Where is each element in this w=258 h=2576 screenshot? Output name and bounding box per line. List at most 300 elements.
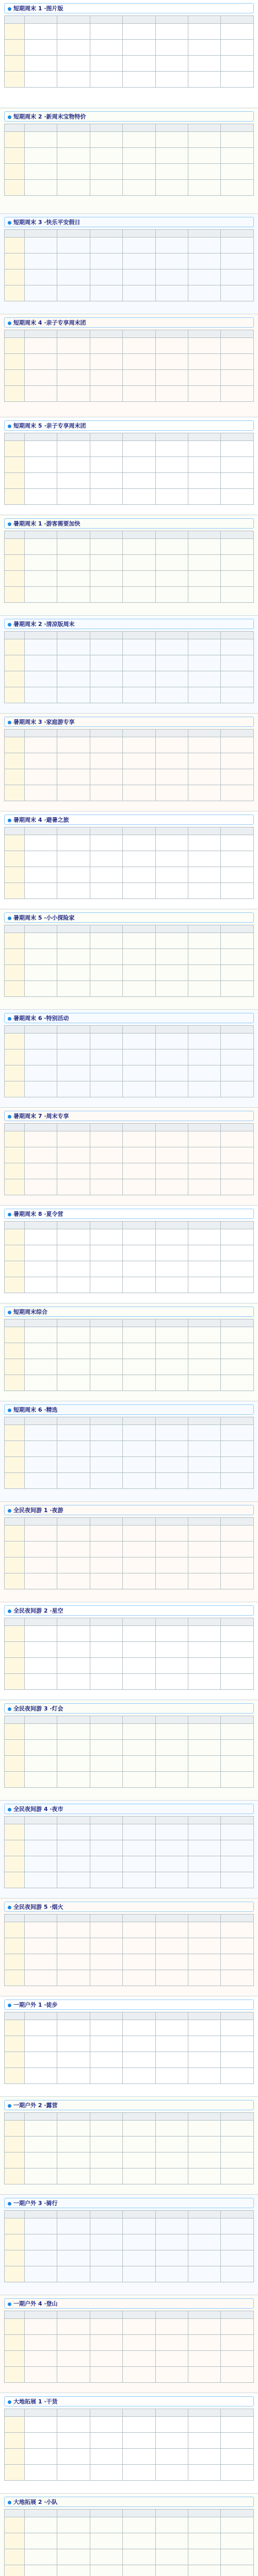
schedule-cell[interactable] — [188, 1163, 220, 1179]
schedule-cell[interactable] — [57, 1343, 90, 1359]
schedule-cell[interactable] — [188, 2218, 220, 2234]
schedule-cell[interactable] — [24, 1441, 57, 1457]
schedule-cell[interactable] — [155, 1724, 188, 1740]
schedule-cell[interactable] — [188, 1081, 220, 1097]
schedule-cell[interactable] — [90, 386, 122, 402]
schedule-cell[interactable] — [123, 1840, 155, 1856]
schedule-cell[interactable] — [221, 655, 254, 671]
schedule-cell[interactable] — [123, 655, 155, 671]
schedule-cell[interactable] — [90, 2335, 122, 2351]
schedule-cell[interactable] — [221, 1526, 254, 1541]
schedule-cell[interactable] — [155, 1327, 188, 1343]
schedule-cell[interactable] — [90, 1922, 122, 1938]
schedule-cell[interactable] — [24, 1245, 57, 1261]
schedule-cell[interactable] — [188, 1179, 220, 1195]
schedule-cell[interactable] — [24, 2517, 57, 2533]
schedule-cell[interactable] — [188, 2168, 220, 2184]
schedule-cell[interactable] — [123, 56, 155, 72]
schedule-cell[interactable] — [188, 56, 220, 72]
schedule-cell[interactable] — [221, 56, 254, 72]
schedule-cell[interactable] — [90, 769, 122, 785]
schedule-cell[interactable] — [155, 2153, 188, 2168]
schedule-cell[interactable] — [188, 2036, 220, 2052]
schedule-cell[interactable] — [155, 386, 188, 402]
schedule-cell[interactable] — [221, 851, 254, 867]
schedule-cell[interactable] — [24, 2218, 57, 2234]
schedule-cell[interactable] — [221, 180, 254, 196]
schedule-cell[interactable] — [123, 148, 155, 164]
schedule-cell[interactable] — [155, 2234, 188, 2250]
schedule-cell[interactable] — [24, 1375, 57, 1391]
schedule-cell[interactable] — [155, 1772, 188, 1788]
schedule-cell[interactable] — [24, 2433, 57, 2449]
schedule-cell[interactable] — [24, 1922, 57, 1938]
schedule-cell[interactable] — [188, 164, 220, 180]
schedule-cell[interactable] — [188, 2449, 220, 2465]
schedule-cell[interactable] — [155, 180, 188, 196]
schedule-cell[interactable] — [90, 2367, 122, 2383]
schedule-cell[interactable] — [24, 1277, 57, 1293]
schedule-cell[interactable] — [221, 785, 254, 801]
schedule-cell[interactable] — [155, 164, 188, 180]
schedule-cell[interactable] — [155, 851, 188, 867]
schedule-cell[interactable] — [57, 737, 90, 753]
schedule-cell[interactable] — [123, 769, 155, 785]
schedule-cell[interactable] — [57, 1179, 90, 1195]
schedule-cell[interactable] — [90, 354, 122, 370]
schedule-cell[interactable] — [188, 1954, 220, 1970]
schedule-cell[interactable] — [221, 671, 254, 687]
schedule-cell[interactable] — [123, 1131, 155, 1147]
schedule-cell[interactable] — [57, 587, 90, 603]
schedule-cell[interactable] — [123, 1922, 155, 1938]
schedule-cell[interactable] — [123, 1756, 155, 1772]
schedule-cell[interactable] — [221, 2153, 254, 2168]
schedule-cell[interactable] — [123, 132, 155, 148]
schedule-cell[interactable] — [90, 1457, 122, 1473]
schedule-cell[interactable] — [57, 72, 90, 88]
schedule-cell[interactable] — [90, 2351, 122, 2367]
schedule-cell[interactable] — [24, 2153, 57, 2168]
schedule-cell[interactable] — [24, 1557, 57, 1573]
schedule-cell[interactable] — [123, 539, 155, 555]
schedule-cell[interactable] — [57, 1626, 90, 1642]
schedule-cell[interactable] — [188, 2234, 220, 2250]
schedule-cell[interactable] — [188, 1970, 220, 1986]
schedule-cell[interactable] — [155, 24, 188, 40]
schedule-cell[interactable] — [57, 2335, 90, 2351]
schedule-cell[interactable] — [123, 1163, 155, 1179]
schedule-cell[interactable] — [221, 1261, 254, 1277]
schedule-cell[interactable] — [123, 1441, 155, 1457]
schedule-cell[interactable] — [57, 1938, 90, 1954]
schedule-cell[interactable] — [123, 835, 155, 851]
schedule-cell[interactable] — [221, 1473, 254, 1489]
schedule-cell[interactable] — [188, 489, 220, 505]
schedule-cell[interactable] — [188, 1658, 220, 1674]
schedule-cell[interactable] — [57, 1541, 90, 1557]
schedule-cell[interactable] — [57, 933, 90, 949]
schedule-cell[interactable] — [57, 2068, 90, 2084]
schedule-cell[interactable] — [188, 1938, 220, 1954]
schedule-cell[interactable] — [24, 1049, 57, 1065]
schedule-cell[interactable] — [221, 1147, 254, 1163]
schedule-cell[interactable] — [90, 253, 122, 269]
schedule-cell[interactable] — [57, 2234, 90, 2250]
schedule-cell[interactable] — [57, 2250, 90, 2266]
schedule-cell[interactable] — [123, 2417, 155, 2433]
schedule-cell[interactable] — [123, 2020, 155, 2036]
schedule-cell[interactable] — [57, 687, 90, 703]
schedule-cell[interactable] — [123, 2565, 155, 2576]
schedule-cell[interactable] — [188, 2052, 220, 2068]
schedule-cell[interactable] — [90, 148, 122, 164]
schedule-cell[interactable] — [24, 24, 57, 40]
schedule-cell[interactable] — [57, 489, 90, 505]
schedule-cell[interactable] — [24, 180, 57, 196]
schedule-cell[interactable] — [90, 2549, 122, 2565]
schedule-cell[interactable] — [57, 269, 90, 285]
schedule-cell[interactable] — [188, 1245, 220, 1261]
schedule-cell[interactable] — [24, 1658, 57, 1674]
schedule-cell[interactable] — [155, 2565, 188, 2576]
schedule-cell[interactable] — [123, 2517, 155, 2533]
schedule-cell[interactable] — [123, 1457, 155, 1473]
schedule-cell[interactable] — [24, 1065, 57, 1081]
schedule-cell[interactable] — [90, 2433, 122, 2449]
schedule-cell[interactable] — [155, 2250, 188, 2266]
schedule-cell[interactable] — [90, 539, 122, 555]
schedule-cell[interactable] — [155, 1425, 188, 1441]
schedule-cell[interactable] — [188, 785, 220, 801]
schedule-cell[interactable] — [221, 2367, 254, 2383]
schedule-cell[interactable] — [24, 1526, 57, 1541]
schedule-cell[interactable] — [24, 587, 57, 603]
schedule-cell[interactable] — [221, 2433, 254, 2449]
schedule-cell[interactable] — [90, 1375, 122, 1391]
schedule-cell[interactable] — [123, 285, 155, 301]
schedule-cell[interactable] — [57, 370, 90, 386]
schedule-cell[interactable] — [57, 2052, 90, 2068]
schedule-cell[interactable] — [123, 2052, 155, 2068]
schedule-cell[interactable] — [57, 851, 90, 867]
schedule-cell[interactable] — [188, 24, 220, 40]
schedule-cell[interactable] — [24, 72, 57, 88]
schedule-cell[interactable] — [155, 253, 188, 269]
schedule-cell[interactable] — [188, 587, 220, 603]
schedule-cell[interactable] — [123, 1658, 155, 1674]
schedule-cell[interactable] — [221, 2465, 254, 2481]
schedule-cell[interactable] — [57, 1756, 90, 1772]
schedule-cell[interactable] — [155, 2335, 188, 2351]
schedule-cell[interactable] — [90, 785, 122, 801]
schedule-cell[interactable] — [24, 769, 57, 785]
schedule-cell[interactable] — [57, 753, 90, 769]
schedule-cell[interactable] — [90, 1658, 122, 1674]
schedule-cell[interactable] — [188, 769, 220, 785]
schedule-cell[interactable] — [57, 238, 90, 253]
schedule-cell[interactable] — [221, 1033, 254, 1049]
schedule-cell[interactable] — [90, 1938, 122, 1954]
schedule-cell[interactable] — [123, 2266, 155, 2282]
schedule-cell[interactable] — [155, 769, 188, 785]
schedule-cell[interactable] — [155, 965, 188, 981]
schedule-cell[interactable] — [57, 639, 90, 655]
schedule-cell[interactable] — [221, 1772, 254, 1788]
schedule-cell[interactable] — [90, 1277, 122, 1293]
schedule-cell[interactable] — [155, 753, 188, 769]
schedule-cell[interactable] — [221, 285, 254, 301]
schedule-cell[interactable] — [155, 1626, 188, 1642]
schedule-cell[interactable] — [221, 1872, 254, 1888]
schedule-cell[interactable] — [123, 2465, 155, 2481]
schedule-cell[interactable] — [90, 269, 122, 285]
schedule-cell[interactable] — [221, 2168, 254, 2184]
schedule-cell[interactable] — [123, 2449, 155, 2465]
schedule-cell[interactable] — [221, 555, 254, 571]
schedule-cell[interactable] — [188, 2565, 220, 2576]
schedule-cell[interactable] — [123, 269, 155, 285]
schedule-cell[interactable] — [188, 285, 220, 301]
schedule-cell[interactable] — [188, 1457, 220, 1473]
schedule-cell[interactable] — [57, 2367, 90, 2383]
schedule-cell[interactable] — [123, 2367, 155, 2383]
schedule-cell[interactable] — [188, 386, 220, 402]
schedule-cell[interactable] — [90, 1557, 122, 1573]
schedule-cell[interactable] — [24, 285, 57, 301]
schedule-cell[interactable] — [123, 473, 155, 489]
schedule-cell[interactable] — [24, 1179, 57, 1195]
schedule-cell[interactable] — [57, 2465, 90, 2481]
schedule-cell[interactable] — [123, 949, 155, 965]
schedule-cell[interactable] — [24, 1626, 57, 1642]
schedule-cell[interactable] — [57, 539, 90, 555]
schedule-cell[interactable] — [90, 2234, 122, 2250]
schedule-cell[interactable] — [90, 338, 122, 354]
schedule-cell[interactable] — [155, 2417, 188, 2433]
schedule-cell[interactable] — [123, 164, 155, 180]
schedule-cell[interactable] — [155, 1359, 188, 1375]
schedule-cell[interactable] — [123, 1033, 155, 1049]
schedule-cell[interactable] — [155, 1065, 188, 1081]
schedule-cell[interactable] — [123, 1081, 155, 1097]
schedule-cell[interactable] — [221, 1938, 254, 1954]
schedule-cell[interactable] — [57, 2351, 90, 2367]
schedule-cell[interactable] — [221, 1740, 254, 1756]
schedule-cell[interactable] — [90, 1856, 122, 1872]
schedule-cell[interactable] — [221, 2319, 254, 2335]
schedule-cell[interactable] — [24, 269, 57, 285]
schedule-cell[interactable] — [123, 2351, 155, 2367]
schedule-cell[interactable] — [24, 2168, 57, 2184]
schedule-cell[interactable] — [57, 386, 90, 402]
schedule-cell[interactable] — [188, 354, 220, 370]
schedule-cell[interactable] — [24, 1359, 57, 1375]
schedule-cell[interactable] — [57, 285, 90, 301]
schedule-cell[interactable] — [24, 2319, 57, 2335]
schedule-cell[interactable] — [123, 370, 155, 386]
schedule-cell[interactable] — [221, 1658, 254, 1674]
schedule-cell[interactable] — [221, 867, 254, 883]
schedule-cell[interactable] — [90, 1674, 122, 1690]
schedule-cell[interactable] — [155, 655, 188, 671]
schedule-cell[interactable] — [57, 2020, 90, 2036]
schedule-cell[interactable] — [221, 148, 254, 164]
schedule-cell[interactable] — [221, 1277, 254, 1293]
schedule-cell[interactable] — [90, 1049, 122, 1065]
schedule-cell[interactable] — [90, 1740, 122, 1756]
schedule-cell[interactable] — [57, 949, 90, 965]
schedule-cell[interactable] — [188, 835, 220, 851]
schedule-cell[interactable] — [155, 238, 188, 253]
schedule-cell[interactable] — [155, 132, 188, 148]
schedule-cell[interactable] — [188, 981, 220, 997]
schedule-cell[interactable] — [123, 2319, 155, 2335]
schedule-cell[interactable] — [221, 2517, 254, 2533]
schedule-cell[interactable] — [24, 1674, 57, 1690]
schedule-cell[interactable] — [155, 2465, 188, 2481]
schedule-cell[interactable] — [155, 2036, 188, 2052]
schedule-cell[interactable] — [24, 1756, 57, 1772]
schedule-cell[interactable] — [123, 785, 155, 801]
schedule-cell[interactable] — [90, 1343, 122, 1359]
schedule-cell[interactable] — [90, 2266, 122, 2282]
schedule-cell[interactable] — [24, 489, 57, 505]
schedule-cell[interactable] — [90, 1541, 122, 1557]
schedule-cell[interactable] — [188, 2137, 220, 2153]
schedule-cell[interactable] — [155, 1824, 188, 1840]
schedule-cell[interactable] — [24, 2417, 57, 2433]
schedule-cell[interactable] — [188, 148, 220, 164]
schedule-cell[interactable] — [188, 338, 220, 354]
schedule-cell[interactable] — [24, 1740, 57, 1756]
schedule-cell[interactable] — [24, 949, 57, 965]
schedule-cell[interactable] — [221, 2218, 254, 2234]
schedule-cell[interactable] — [123, 2234, 155, 2250]
schedule-cell[interactable] — [188, 441, 220, 457]
schedule-cell[interactable] — [123, 24, 155, 40]
schedule-cell[interactable] — [221, 457, 254, 473]
schedule-cell[interactable] — [221, 2565, 254, 2576]
schedule-cell[interactable] — [155, 587, 188, 603]
schedule-cell[interactable] — [24, 1457, 57, 1473]
schedule-cell[interactable] — [123, 1938, 155, 1954]
schedule-cell[interactable] — [90, 655, 122, 671]
schedule-cell[interactable] — [90, 2121, 122, 2137]
schedule-cell[interactable] — [155, 1756, 188, 1772]
schedule-cell[interactable] — [123, 639, 155, 655]
schedule-cell[interactable] — [24, 2068, 57, 2084]
schedule-cell[interactable] — [24, 1573, 57, 1589]
schedule-cell[interactable] — [188, 949, 220, 965]
schedule-cell[interactable] — [90, 1642, 122, 1658]
schedule-cell[interactable] — [57, 1674, 90, 1690]
schedule-cell[interactable] — [123, 180, 155, 196]
schedule-cell[interactable] — [188, 737, 220, 753]
schedule-cell[interactable] — [90, 180, 122, 196]
schedule-cell[interactable] — [57, 655, 90, 671]
schedule-cell[interactable] — [24, 253, 57, 269]
schedule-cell[interactable] — [90, 72, 122, 88]
schedule-cell[interactable] — [123, 441, 155, 457]
schedule-cell[interactable] — [221, 687, 254, 703]
schedule-cell[interactable] — [57, 2433, 90, 2449]
schedule-cell[interactable] — [90, 1526, 122, 1541]
schedule-cell[interactable] — [188, 1756, 220, 1772]
schedule-cell[interactable] — [155, 1642, 188, 1658]
schedule-cell[interactable] — [90, 1131, 122, 1147]
schedule-cell[interactable] — [123, 1724, 155, 1740]
schedule-cell[interactable] — [90, 2319, 122, 2335]
schedule-cell[interactable] — [188, 1557, 220, 1573]
schedule-cell[interactable] — [57, 1375, 90, 1391]
schedule-cell[interactable] — [188, 269, 220, 285]
schedule-cell[interactable] — [90, 555, 122, 571]
schedule-cell[interactable] — [57, 1327, 90, 1343]
schedule-cell[interactable] — [57, 40, 90, 56]
schedule-cell[interactable] — [188, 1872, 220, 1888]
schedule-cell[interactable] — [57, 1772, 90, 1788]
schedule-cell[interactable] — [155, 1541, 188, 1557]
schedule-cell[interactable] — [90, 1229, 122, 1245]
schedule-cell[interactable] — [90, 2517, 122, 2533]
schedule-cell[interactable] — [90, 2565, 122, 2576]
schedule-cell[interactable] — [123, 1541, 155, 1557]
schedule-cell[interactable] — [123, 1674, 155, 1690]
schedule-cell[interactable] — [155, 1840, 188, 1856]
schedule-cell[interactable] — [123, 2250, 155, 2266]
schedule-cell[interactable] — [188, 1049, 220, 1065]
schedule-cell[interactable] — [155, 1573, 188, 1589]
schedule-cell[interactable] — [155, 1922, 188, 1938]
schedule-cell[interactable] — [57, 56, 90, 72]
schedule-cell[interactable] — [221, 1573, 254, 1589]
schedule-cell[interactable] — [221, 1327, 254, 1343]
schedule-cell[interactable] — [24, 1081, 57, 1097]
schedule-cell[interactable] — [90, 1033, 122, 1049]
schedule-cell[interactable] — [24, 1425, 57, 1441]
schedule-cell[interactable] — [221, 1724, 254, 1740]
schedule-cell[interactable] — [155, 285, 188, 301]
schedule-cell[interactable] — [24, 1772, 57, 1788]
schedule-cell[interactable] — [90, 1065, 122, 1081]
schedule-cell[interactable] — [90, 1179, 122, 1195]
schedule-cell[interactable] — [155, 441, 188, 457]
schedule-cell[interactable] — [24, 1473, 57, 1489]
schedule-cell[interactable] — [90, 933, 122, 949]
schedule-cell[interactable] — [90, 2153, 122, 2168]
schedule-cell[interactable] — [57, 835, 90, 851]
schedule-cell[interactable] — [188, 1147, 220, 1163]
schedule-cell[interactable] — [57, 965, 90, 981]
schedule-cell[interactable] — [221, 1229, 254, 1245]
schedule-cell[interactable] — [90, 835, 122, 851]
schedule-cell[interactable] — [221, 1557, 254, 1573]
schedule-cell[interactable] — [155, 2433, 188, 2449]
schedule-cell[interactable] — [188, 2351, 220, 2367]
schedule-cell[interactable] — [57, 1970, 90, 1986]
schedule-cell[interactable] — [123, 1065, 155, 1081]
schedule-cell[interactable] — [24, 851, 57, 867]
schedule-cell[interactable] — [221, 2250, 254, 2266]
schedule-cell[interactable] — [24, 2052, 57, 2068]
schedule-cell[interactable] — [24, 639, 57, 655]
schedule-cell[interactable] — [123, 1343, 155, 1359]
schedule-cell[interactable] — [155, 72, 188, 88]
schedule-cell[interactable] — [188, 2121, 220, 2137]
schedule-cell[interactable] — [90, 1756, 122, 1772]
schedule-cell[interactable] — [188, 1441, 220, 1457]
